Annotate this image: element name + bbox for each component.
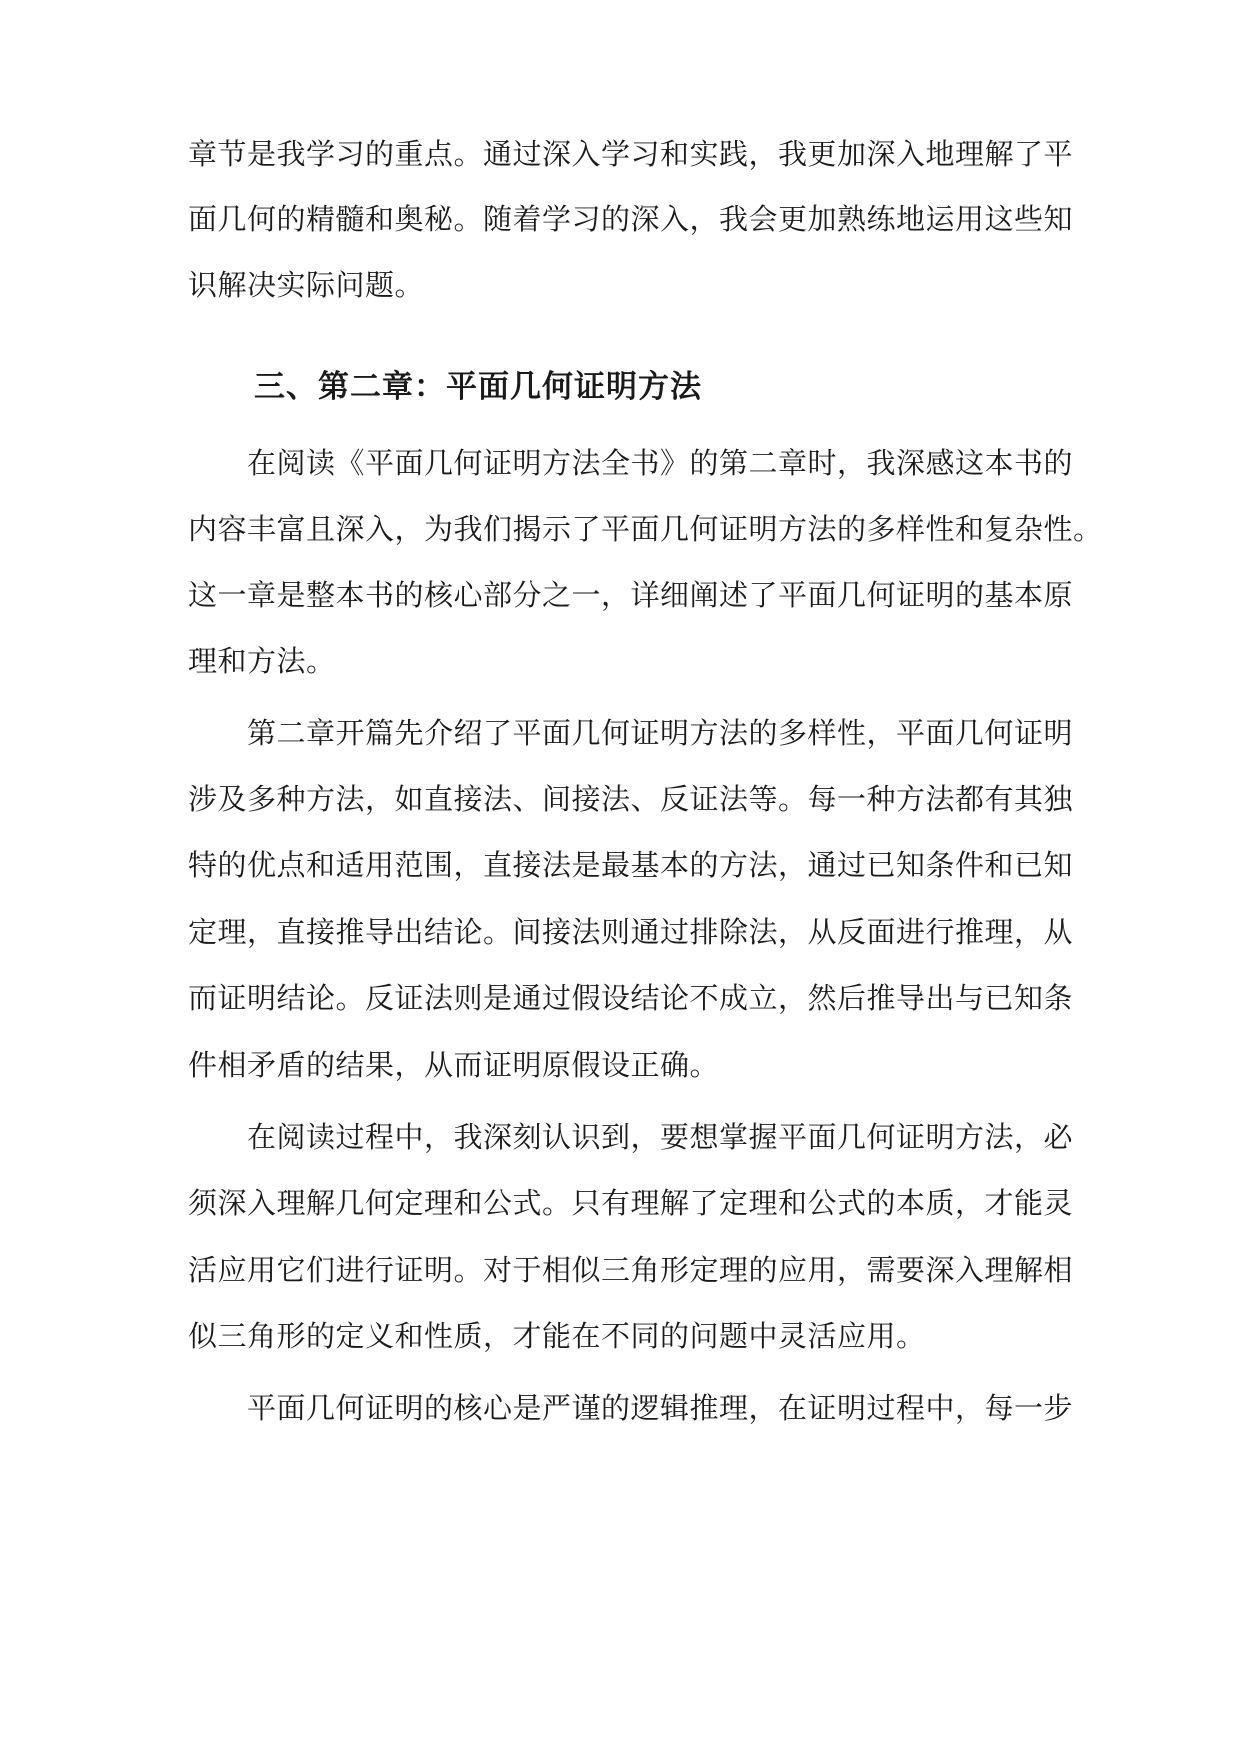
section-heading: 三、第二章：平面几何证明方法 [254,369,702,405]
intro-line-1: 章节是我学习的重点。通过深入学习和实践，我更加深入地理解了平 [188,137,1074,171]
p1-line-2: 内容丰富且深入，为我们揭示了平面几何证明方法的多样性和复杂性。 [188,512,1103,546]
p2-line-5: 而证明结论。反证法则是通过假设结论不成立，然后推导出与已知条 [188,981,1074,1015]
p3-line-3: 活应用它们进行证明。对于相似三角形定理的应用，需要深入理解相 [188,1253,1074,1287]
p2-line-1: 第二章开篇先介绍了平面几何证明方法的多样性，平面几何证明 [247,716,1074,750]
p1-line-3: 这一章是整本书的核心部分之一，详细阐述了平面几何证明的基本原 [188,578,1074,612]
intro-line-2: 面几何的精髓和奥秘。随着学习的深入，我会更加熟练地运用这些知 [188,202,1074,236]
intro-line-3: 识解决实际问题。 [188,268,425,302]
p3-line-4: 似三角形的定义和性质，才能在不同的问题中灵活应用。 [188,1319,926,1353]
p2-line-6: 件相矛盾的结果，从而证明原假设正确。 [188,1048,720,1082]
p2-line-2: 涉及多种方法，如直接法、间接法、反证法等。每一种方法都有其独 [188,782,1074,816]
p2-line-4: 定理，直接推导出结论。间接法则通过排除法，从反面进行推理，从 [188,915,1074,949]
p3-line-1: 在阅读过程中，我深刻认识到，要想掌握平面几何证明方法，必 [247,1120,1074,1154]
p2-line-3: 特的优点和适用范围，直接法是最基本的方法，通过已知条件和已知 [188,848,1074,882]
p1-line-1: 在阅读《平面几何证明方法全书》的第二章时，我深感这本书的 [247,446,1074,480]
p3-line-2: 须深入理解几何定理和公式。只有理解了定理和公式的本质，才能灵 [188,1186,1074,1220]
p4-line-1: 平面几何证明的核心是严谨的逻辑推理，在证明过程中，每一步 [247,1391,1074,1425]
p1-line-4: 理和方法。 [188,644,336,678]
